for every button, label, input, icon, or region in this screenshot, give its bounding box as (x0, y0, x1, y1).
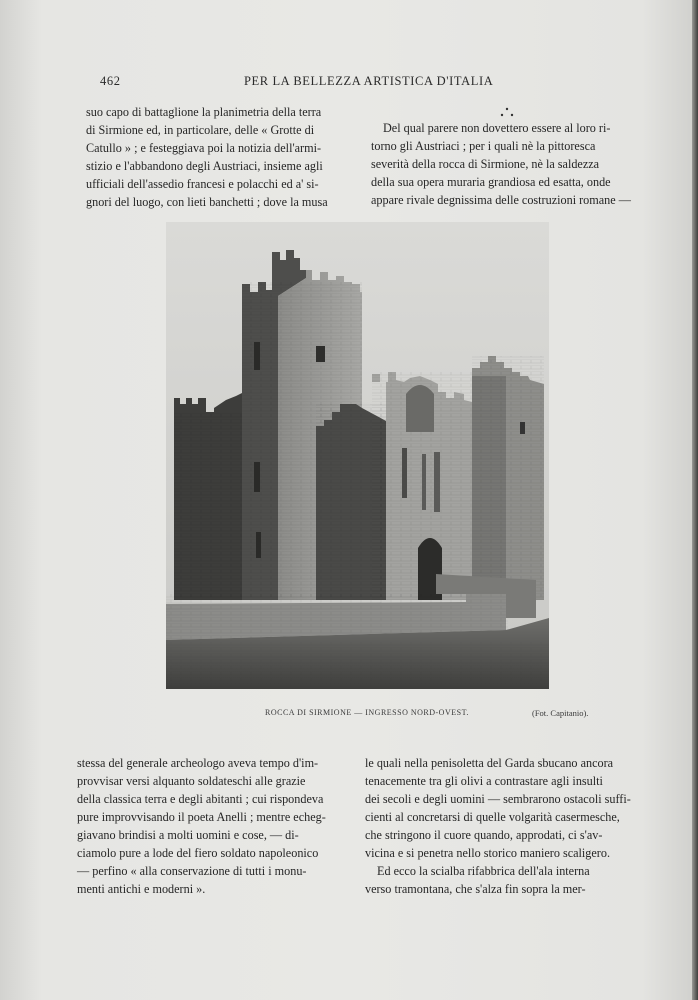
text-column-bottom-left (77, 754, 349, 898)
text-line: che stringono il cuore quando, approdati, ci s'av- (365, 828, 603, 842)
text-column-top-left (86, 103, 356, 211)
text-column-bottom-right (365, 754, 637, 898)
text-line: suo capo di battaglione la planimetria della terra (86, 105, 322, 119)
text-line: verso tramontana, che s'alza fin sopra la mer- (365, 882, 586, 896)
text-line: severità della rocca di Sirmione, nè la saldezza (371, 157, 600, 171)
section-break-ornament (497, 107, 517, 119)
text-line: appare rivale degnissima delle costruzioni romane — (371, 193, 631, 207)
running-title: PER LA BELLEZZA ARTISTICA D'ITALIA (244, 74, 494, 88)
text-column-top-right (371, 119, 641, 209)
text-line: stessa del generale archeologo aveva tempo d'im- (77, 756, 319, 770)
text-line: — perfino « alla conservazione di tutti i monu- (77, 864, 307, 878)
text-line: Catullo » ; e festeggiava poi la notizia dell'armi- (86, 141, 322, 155)
text-line: stizio e l'abbandono degli Austriaci, insieme agli (86, 159, 323, 173)
photo-credit: (Fot. Capitanio). (532, 708, 589, 718)
text-line: menti antichi e moderni ». (77, 882, 206, 896)
text-line: Ed ecco la scialba rifabbrica dell'ala interna (377, 864, 590, 878)
text-line: tenacemente tra gli olivi a contrastare agli insulti (365, 774, 603, 788)
text-line: ufficiali dell'assedio francesi e polacchi ed a' si- (86, 177, 319, 191)
text-line: ciamolo pure a lode del fiero soldato napoleonico (77, 846, 319, 860)
castle-photograph (166, 222, 549, 689)
text-line: vicina e si penetra nello storico maniero scaligero. (365, 846, 611, 860)
text-line: pure improvvisando il poeta Anelli ; mentre echeg- (77, 810, 326, 824)
figure-caption: ROCCA DI SIRMIONE — INGRESSO NORD-OVEST. (265, 708, 469, 717)
text-line: della classica terra e degli abitanti ; cui rispondeva (77, 792, 324, 806)
text-line: di Sirmione ed, in particolare, delle « Grotte di (86, 123, 315, 137)
text-line: della sua opera muraria grandiosa ed esatta, onde (371, 175, 611, 189)
text-line: cienti al concretarsi di quelle volgarità casermesche, (365, 810, 620, 824)
page-edge-shadow (692, 0, 698, 1000)
page-number: 462 (100, 74, 121, 88)
text-line: provvisar versi alquanto soldateschi alle grazie (77, 774, 306, 788)
text-line: Del qual parere non dovettero essere al loro ri- (383, 121, 611, 135)
text-line: dei secoli e degli uomini — sembrarono ostacoli suffi- (365, 792, 631, 806)
text-line: le quali nella penisoletta del Garda sbucano ancora (365, 756, 614, 770)
text-line: gnori del luogo, con lieti banchetti ; dove la musa (86, 195, 328, 209)
text-line: torno gli Austriaci ; per i quali nè la pittoresca (371, 139, 596, 153)
page-header (0, 74, 698, 90)
text-line: giavano brindisi a molti uomini e cose, — di- (77, 828, 299, 842)
